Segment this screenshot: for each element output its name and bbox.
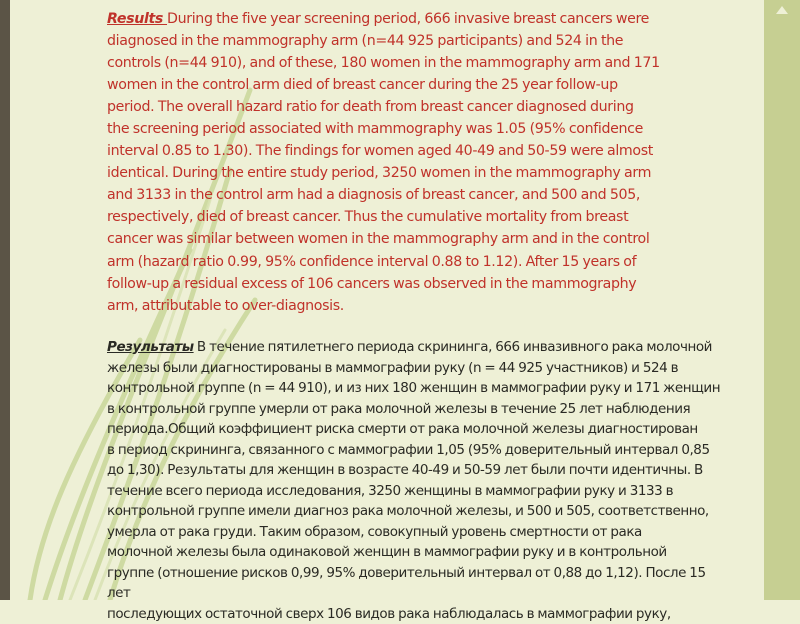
results-heading-en: Results <box>107 11 168 27</box>
right-decorative-panel <box>764 0 800 600</box>
results-heading-ru: Результаты <box>107 339 194 355</box>
results-text-ru: В течение пятилетнего периода скрининга, 666 инвазивного рака молочной железы были диагностированы в маммографии руку (n = 44 925 участников) и 524 в контрольной группе (n = 44 910), и из них 180 женщин в маммографии руку и 171 женщин в контрольной группе умерли от рака молочной железы в течение 25 лет наблюдения периода.Общий коэффициент риска смерти от рака молочной железы диагностирован в период скрининга, связанного с маммографии 1,05 (95% доверительный интервал 0,85 до 1,30). Результаты для женщин в возрасте 40-49 и 50-59 лет были почти идентичны. В течение всего периода исследования, 3250 женщины в маммографии руку и 3133 в контрольной группе имели диагноз рака молочной железы, и 500 и 505, соответственно, умерла от рака груди. Таким образом, совокупный уровень смертности от рака молочной железы была одинаковой женщин в маммографии руку и в контрольной группе (отношение рисков 0,99, 95% доверительный интервал от 0,88 до 1,12). После 15 лет последующих остаточной сверх 106 видов рака наблюдалась в маммографии руку, <box>107 339 721 622</box>
results-english-paragraph <box>107 8 707 317</box>
results-text-en: During the five year screening period, 666 invasive breast cancers were diagnosed in the mammography arm (n=44 925 participants) and 524 in the controls (n=44 910), and of these, 180 women in the mammography arm and 171 women in the control arm died of breast cancer during the 25 year follow-up period. The overall hazard ratio for death from breast cancer diagnosed during the screening period associated with mammography was 1.05 (95% confidence interval 0.85 to 1.30). The findings for women aged 40-49 and 50-59 were almost identical. During the entire study period, 3250 women in the mammography arm and 3133 in the control arm had a diagnosis of breast cancer, and 500 and 505, respectively, died of breast cancer. Thus the cumulative mortality from breast cancer was similar between women in the mammography arm and in the control arm (hazard ratio 0.99, 95% confidence interval 0.88 to 1.12). After 15 years of follow-up a residual excess of 106 cancers was observed in the mammography arm, attributable to over-diagnosis. <box>107 11 660 314</box>
results-russian-paragraph <box>107 337 723 624</box>
